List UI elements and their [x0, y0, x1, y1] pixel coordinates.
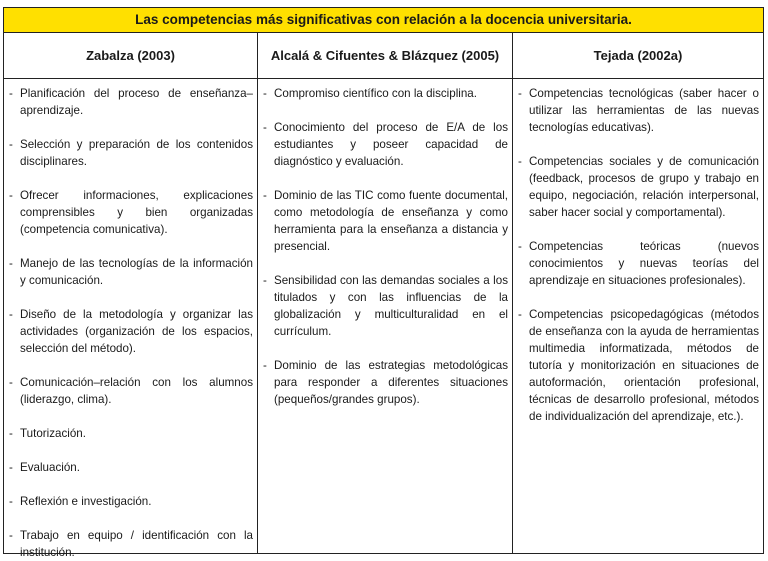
list-item: - Conocimiento del proceso de E/A de los estudiantes y poseer capacidad de diagnóstico y evaluación. [274, 119, 508, 170]
list-item: - Tutorización. [20, 425, 253, 442]
column-alcala [257, 33, 512, 553]
list-item: - Ofrecer informaciones, explicaciones comprensibles y bien organizadas (competencia comunicativa). [20, 187, 253, 238]
list-item: - Compromiso científico con la disciplina. [274, 85, 508, 102]
list-item: - Competencias tecnológicas (saber hacer o utilizar las herramientas de las nuevas tecnologías educativas). [529, 85, 759, 136]
list-item: - Competencias teóricas (nuevos conocimientos y nuevas teorías del aprendizaje en situaciones profesionales). [529, 238, 759, 289]
list-item: - Planificación del proceso de enseñanza–aprendizaje. [20, 85, 253, 119]
list-item: - Selección y preparación de los contenidos disciplinares. [20, 136, 253, 170]
column-header: Alcalá & Cifuentes & Blázquez (2005) [258, 33, 512, 79]
list-item: - Competencias psicopedagógicas (métodos de enseñanza con la ayuda de herramientas multimedia informatizada, métodos de tutoría y monitorización en situaciones de autoformación, orientación profesional, técnicas de desarrollo profesional, métodos de individualización del aprendizaje, etc.). [529, 306, 759, 425]
column-tejada [512, 33, 763, 553]
column-header: Tejada (2002a) [513, 33, 763, 79]
list-item: - Diseño de la metodología y organizar las actividades (organización de los espacios, selección del método). [20, 306, 253, 357]
list-item: - Manejo de las tecnologías de la información y comunicación. [20, 255, 253, 289]
column-header: Zabalza (2003) [4, 33, 257, 79]
table-title: Las competencias más significativas con relación a la docencia universitaria. [4, 8, 763, 33]
list-item: - Trabajo en equipo / identificación con la institución. [20, 527, 253, 561]
column-zabalza [4, 33, 257, 559]
competency-list [4, 79, 257, 561]
list-item: - Comunicación–relación con los alumnos (liderazgo, clima). [20, 374, 253, 408]
list-item: - Reflexión e investigación. [20, 493, 253, 510]
list-item: - Sensibilidad con las demandas sociales a los titulados y con las influencias de la globalización y multiculturalidad en el currículum. [274, 272, 508, 340]
list-item: - Competencias sociales y de comunicación (feedback, procesos de grupo y trabajo en equipo, negociación, relación interpersonal, saber hacer social y comportamental). [529, 153, 759, 221]
list-item: - Dominio de las TIC como fuente documental, como metodología de enseñanza y como herramienta para la enseñanza a distancia y presencial. [274, 187, 508, 255]
list-item: - Dominio de las estrategias metodológicas para responder a diferentes situaciones (pequeños/grandes grupos). [274, 357, 508, 408]
competency-list [513, 79, 763, 425]
competencias-table [3, 7, 764, 559]
list-item: - Evaluación. [20, 459, 253, 476]
competency-list [258, 79, 512, 408]
